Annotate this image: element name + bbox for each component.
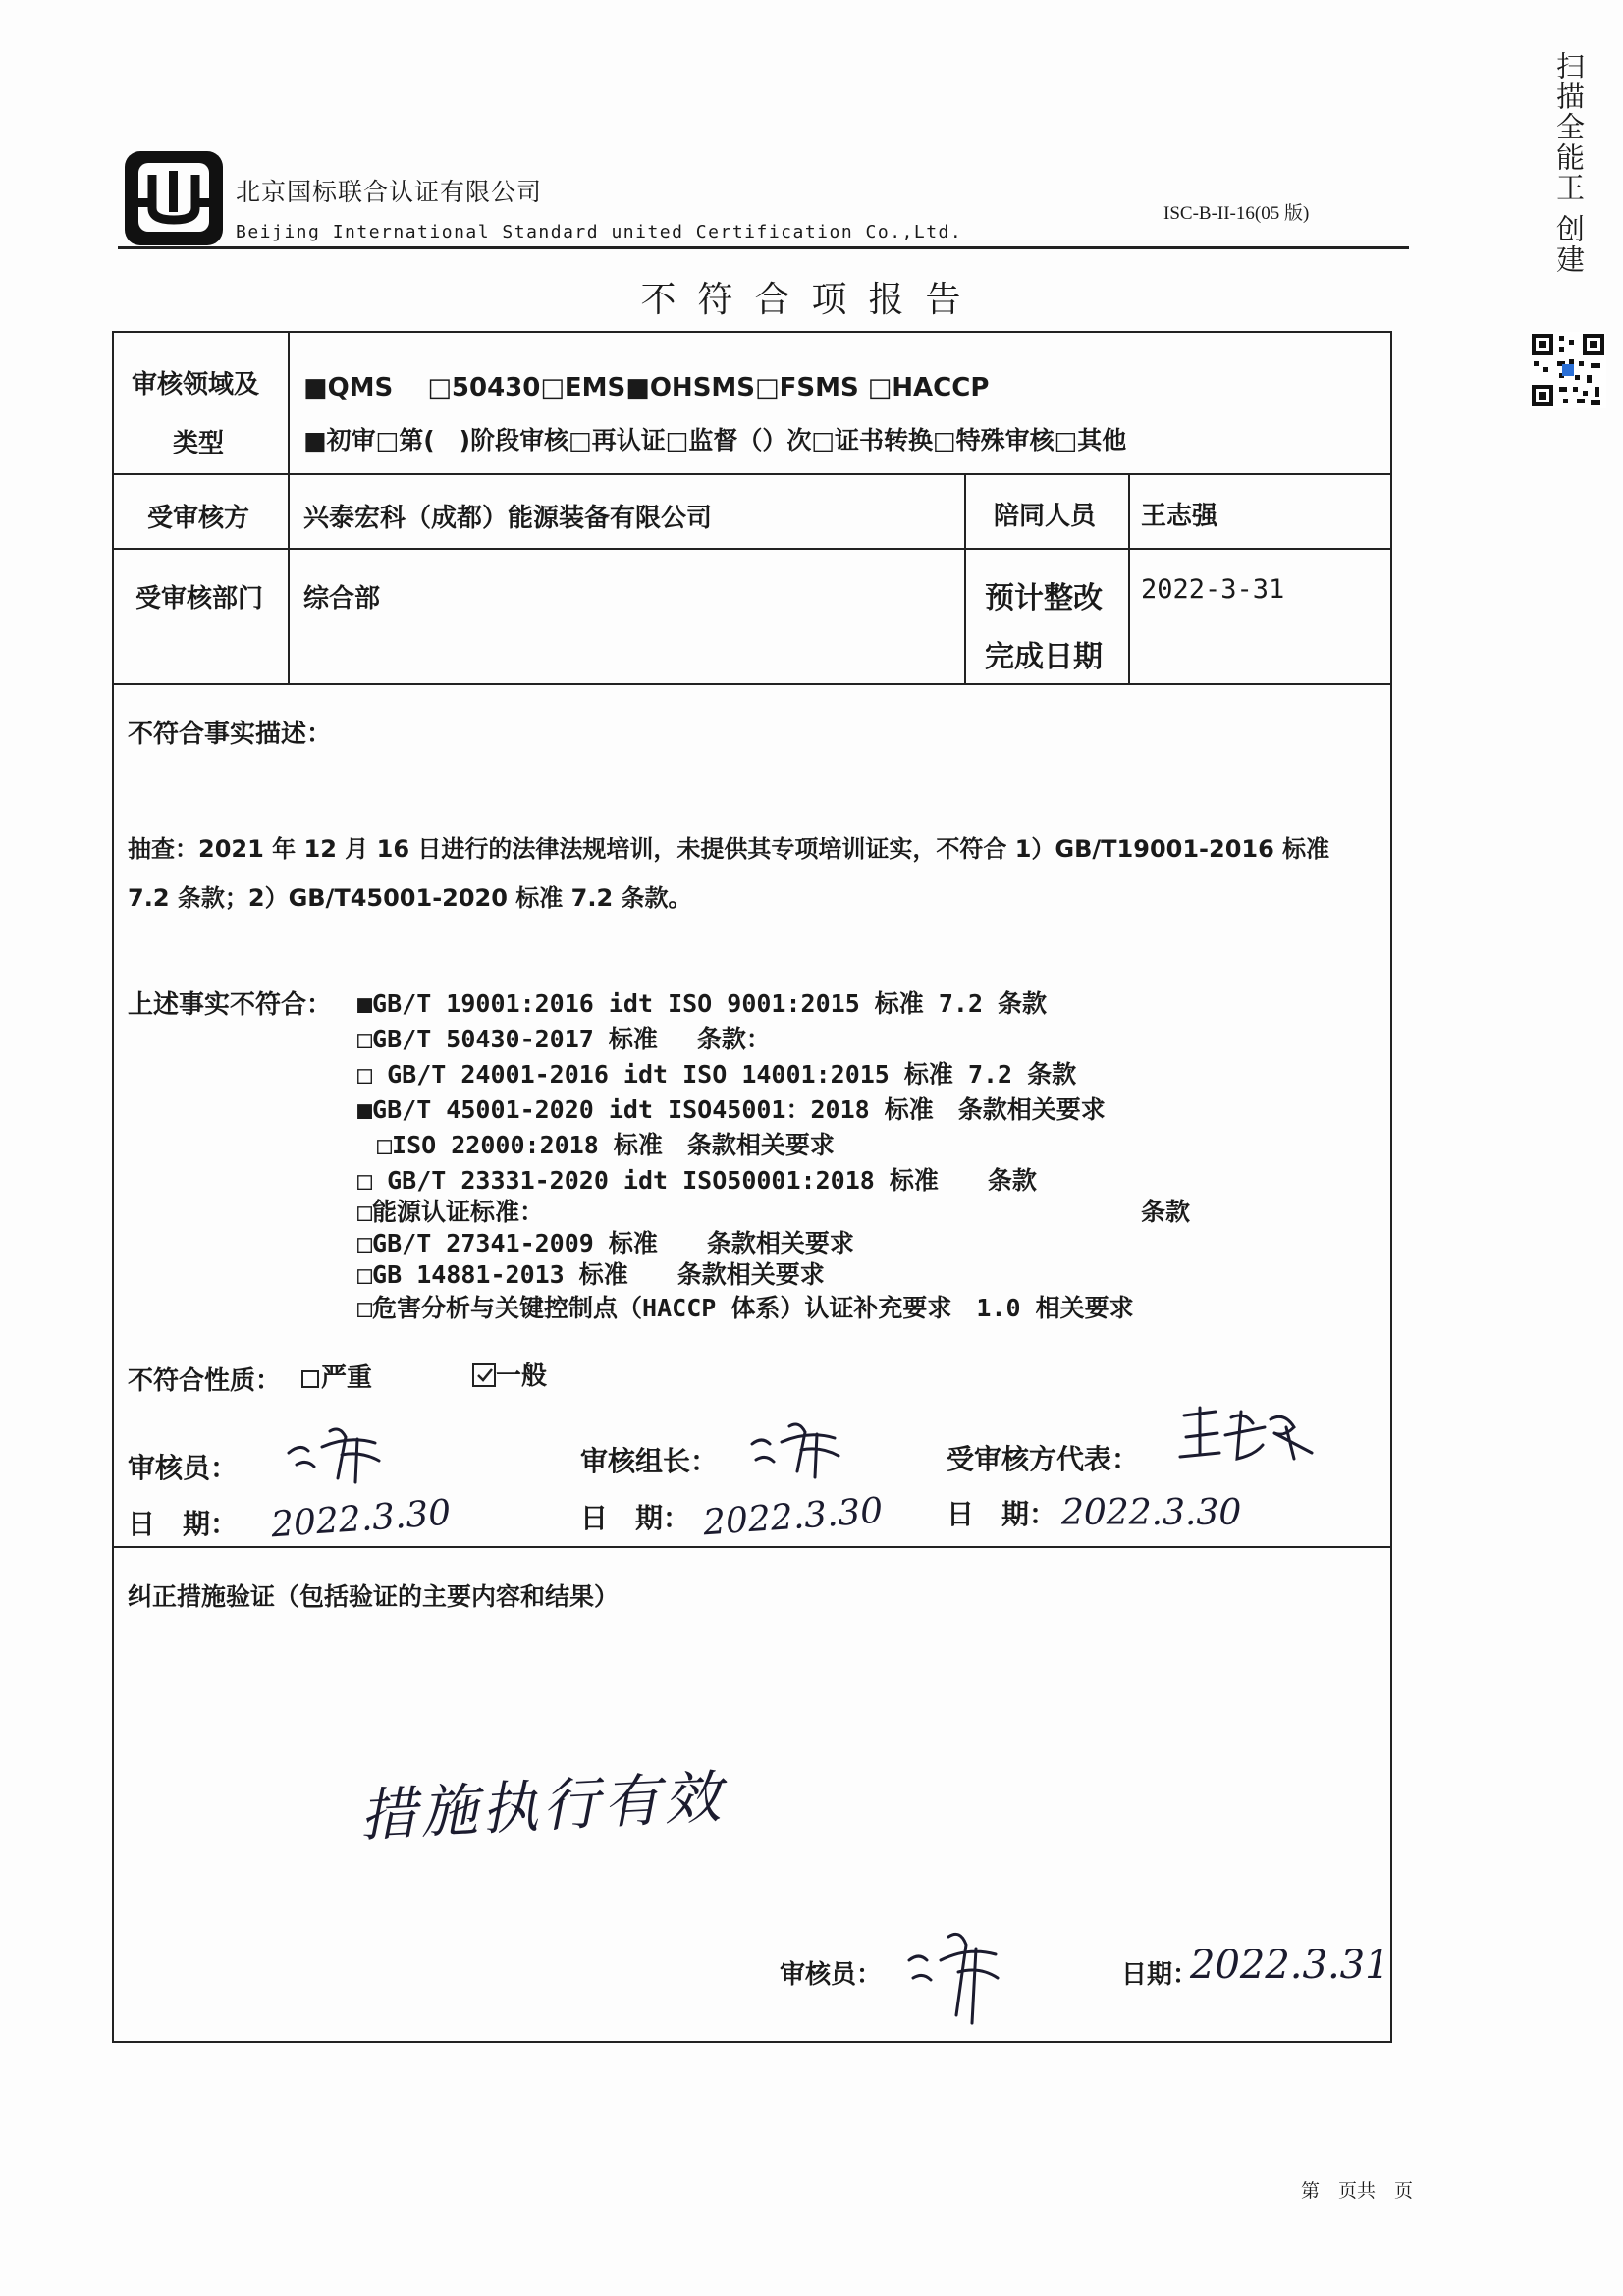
col-divider <box>1128 473 1130 683</box>
auditor-date-handwritten: 2022.3.30 <box>269 1492 453 1546</box>
col-divider <box>288 333 290 683</box>
verification-handwritten-result: 措施执行有效 <box>357 1763 727 1849</box>
verification-auditor-signature <box>899 1921 1017 2029</box>
rep-sign-label: 受审核方代表： <box>947 1443 1140 1475</box>
leader-date-label: 日 期： <box>580 1502 691 1534</box>
standard-item: □ GB/T 24001-2016 idt ISO 14001:2015 标准 7.2 条款 <box>357 1060 1077 1089</box>
rep-date-handwritten: 2022.3.30 <box>1061 1493 1242 1533</box>
due-date-value: 2022-3-31 <box>1141 574 1285 605</box>
auditor-signature <box>281 1417 408 1486</box>
nature-general-option <box>472 1356 547 1392</box>
nature-general-label: 一般 <box>496 1362 548 1391</box>
leader-sign-label: 审核组长： <box>580 1445 719 1477</box>
standard-item: □GB/T 50430-2017 标准 条款： <box>357 1025 771 1053</box>
leader-signature <box>742 1415 870 1483</box>
standards-label: 上述事实不符合： <box>128 990 333 1020</box>
verification-date-handwritten: 2022.3.31 <box>1190 1943 1390 1988</box>
escort-label: 陪同人员 <box>994 502 1097 531</box>
report-table <box>112 331 1392 2043</box>
row-divider <box>114 548 1390 550</box>
due-label-2: 完成日期 <box>985 640 1103 674</box>
standard-item: □GB 14881-2013 标准 条款相关要求 <box>357 1260 825 1289</box>
auditor-date-label: 日 期： <box>128 1508 239 1540</box>
leader-date-handwritten: 2022.3.30 <box>701 1490 885 1544</box>
nature-serious-label: 严重 <box>321 1363 373 1393</box>
standard-item: ■GB/T 19001:2016 idt ISO 9001:2015 标准 7.2 条款 <box>357 989 1048 1018</box>
qr-code-icon <box>1530 332 1606 408</box>
audit-type-selection: ■初审□第( )阶段审核□再认证□监督（）次□证书转换□特殊审核□其他 <box>303 426 1127 454</box>
verification-label: 纠正措施验证（包括验证的主要内容和结果） <box>128 1582 620 1611</box>
domain-selection: ■QMS □50430□EMS■OHSMS□FSMS □HACCP <box>303 373 990 402</box>
standard-item: □ISO 22000:2018 标准 条款相关要求 <box>377 1131 835 1159</box>
nature-serious-option <box>301 1358 372 1394</box>
nc-desc-line-1: 抽查：2021 年 12 月 16 日进行的法律法规培训，未提供其专项培训证实，不符合 1）GB/T19001-2016 标准 <box>128 835 1330 863</box>
form-code: ISC-B-II-16(05 版) <box>1163 203 1310 224</box>
auditee-label: 受审核方 <box>147 504 250 533</box>
document-title: 不符合项报告 <box>640 280 983 320</box>
nc-desc-label: 不符合事实描述： <box>128 720 333 749</box>
nc-nature-label: 不符合性质： <box>128 1366 282 1396</box>
row-divider <box>114 1546 1390 1548</box>
standard-item: □ GB/T 23331-2020 idt ISO50001:2018 标准 条款 <box>357 1166 1037 1195</box>
company-name-cn: 北京国标联合认证有限公司 <box>236 178 543 206</box>
checkbox-icon <box>301 1370 319 1388</box>
standard-item: ■GB/T 45001-2020 idt ISO45001：2018 标准 条款相关要求 <box>357 1095 1106 1124</box>
auditor-sign-label: 审核员： <box>128 1452 239 1484</box>
escort-value: 王志强 <box>1141 502 1218 531</box>
due-label-1: 预计整改 <box>985 581 1103 615</box>
standard-item: □能源认证标准： <box>357 1198 545 1226</box>
auditee-value: 兴泰宏科（成都）能源装备有限公司 <box>303 504 713 533</box>
domain-label-1: 审核领域及 <box>132 370 260 400</box>
scanner-watermark: 扫描全能王 创建 <box>1552 51 1586 276</box>
header-divider <box>118 246 1409 249</box>
col-divider <box>964 473 966 683</box>
standard-item: □GB/T 27341-2009 标准 条款相关要求 <box>357 1229 854 1257</box>
nc-desc-line-2: 7.2 条款；2）GB/T45001-2020 标准 7.2 条款。 <box>128 884 692 912</box>
company-name-en: Beijing International Standard united Certification Co.,Ltd. <box>236 222 963 242</box>
verification-auditor-label: 审核员： <box>780 1960 883 1990</box>
verification-date-label: 日期： <box>1121 1960 1199 1990</box>
dept-value: 综合部 <box>303 584 381 614</box>
domain-label-2: 类型 <box>173 429 225 458</box>
standard-item: □危害分析与关键控制点（HACCP 体系）认证补充要求 1.0 相关要求 <box>357 1294 1134 1322</box>
energy-clause-label: 条款 <box>1141 1198 1191 1226</box>
rep-date-label: 日 期： <box>947 1498 1057 1530</box>
checkbox-checked-icon <box>472 1363 496 1387</box>
rep-signature <box>1176 1398 1324 1476</box>
company-logo <box>123 149 225 247</box>
page-footer: 第 页共 页 <box>1301 2180 1414 2202</box>
dept-label: 受审核部门 <box>135 584 264 614</box>
row-divider <box>114 683 1390 685</box>
row-divider <box>114 473 1390 475</box>
